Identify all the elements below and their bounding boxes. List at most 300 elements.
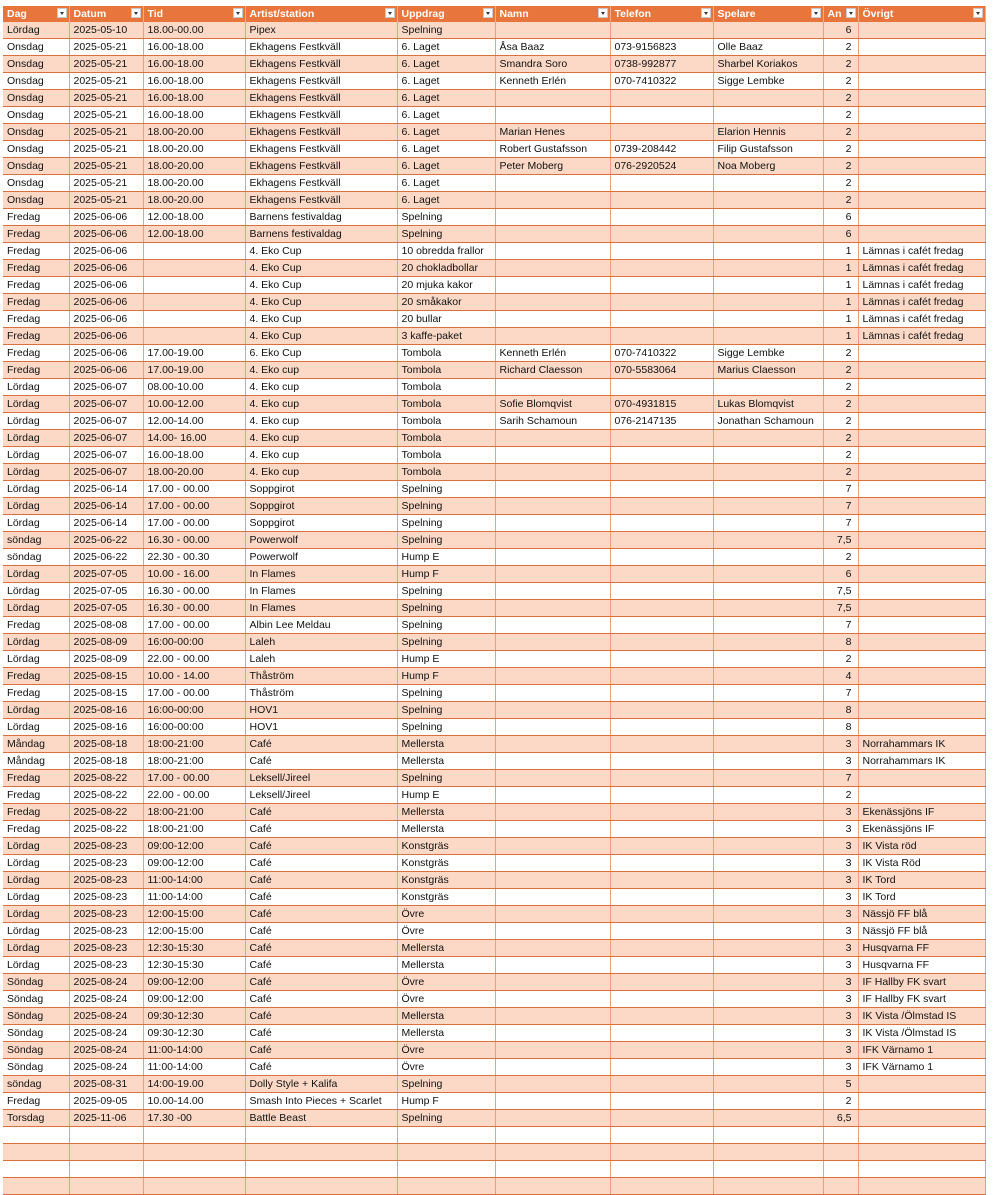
- table-cell[interactable]: [610, 923, 713, 940]
- table-cell[interactable]: [610, 1127, 713, 1144]
- table-cell[interactable]: Konstgräs: [397, 855, 495, 872]
- table-cell[interactable]: 3: [823, 991, 858, 1008]
- table-cell[interactable]: [858, 141, 985, 158]
- table-cell[interactable]: [713, 770, 823, 787]
- table-cell[interactable]: 18.00-00.00: [143, 22, 245, 39]
- table-cell[interactable]: [858, 362, 985, 379]
- table-cell[interactable]: 2025-06-06: [69, 277, 143, 294]
- table-cell[interactable]: [713, 277, 823, 294]
- table-cell[interactable]: [610, 192, 713, 209]
- table-cell[interactable]: [397, 1127, 495, 1144]
- table-cell[interactable]: [143, 1127, 245, 1144]
- table-cell[interactable]: 2025-08-24: [69, 1008, 143, 1025]
- table-cell[interactable]: 2025-06-07: [69, 379, 143, 396]
- table-cell[interactable]: Söndag: [3, 991, 69, 1008]
- table-cell[interactable]: Söndag: [3, 1059, 69, 1076]
- table-cell[interactable]: [858, 787, 985, 804]
- table-cell[interactable]: IK Vista röd: [858, 838, 985, 855]
- table-cell[interactable]: Kenneth Erlén: [495, 73, 610, 90]
- table-cell[interactable]: [495, 1076, 610, 1093]
- table-cell[interactable]: Nässjö FF blå: [858, 923, 985, 940]
- table-cell[interactable]: 2: [823, 787, 858, 804]
- table-cell[interactable]: [610, 107, 713, 124]
- table-cell[interactable]: Övre: [397, 906, 495, 923]
- table-cell[interactable]: [713, 1008, 823, 1025]
- table-cell[interactable]: [495, 1025, 610, 1042]
- table-cell[interactable]: Lördag: [3, 838, 69, 855]
- table-cell[interactable]: Tombola: [397, 430, 495, 447]
- table-cell[interactable]: Lördag: [3, 379, 69, 396]
- table-cell[interactable]: [610, 1025, 713, 1042]
- table-cell[interactable]: Soppgirot: [245, 515, 397, 532]
- table-cell[interactable]: Konstgräs: [397, 872, 495, 889]
- table-cell[interactable]: Fredag: [3, 804, 69, 821]
- table-cell[interactable]: [610, 430, 713, 447]
- table-cell[interactable]: 2025-06-06: [69, 345, 143, 362]
- table-cell[interactable]: 0738-992877: [610, 56, 713, 73]
- table-cell[interactable]: 10.00-14.00: [143, 1093, 245, 1110]
- table-cell[interactable]: [713, 107, 823, 124]
- table-cell[interactable]: [713, 1178, 823, 1195]
- table-cell[interactable]: Ekhagens Festkväll: [245, 73, 397, 90]
- table-cell[interactable]: Ekhagens Festkväll: [245, 39, 397, 56]
- table-cell[interactable]: 2: [823, 413, 858, 430]
- table-cell[interactable]: Lördag: [3, 906, 69, 923]
- column-header[interactable]: [3, 6, 69, 22]
- table-cell[interactable]: [713, 22, 823, 39]
- table-cell[interactable]: [610, 957, 713, 974]
- table-cell[interactable]: Lördag: [3, 447, 69, 464]
- table-cell[interactable]: [713, 838, 823, 855]
- table-cell[interactable]: Spelning: [397, 685, 495, 702]
- table-cell[interactable]: [610, 124, 713, 141]
- table-cell[interactable]: Café: [245, 1008, 397, 1025]
- table-cell[interactable]: 16:00-00:00: [143, 702, 245, 719]
- table-cell[interactable]: 4. Eko Cup: [245, 311, 397, 328]
- table-cell[interactable]: 6. Eko Cup: [245, 345, 397, 362]
- table-cell[interactable]: Lördag: [3, 719, 69, 736]
- table-cell[interactable]: 2025-09-05: [69, 1093, 143, 1110]
- table-cell[interactable]: 4. Eko cup: [245, 362, 397, 379]
- table-cell[interactable]: 2025-06-07: [69, 430, 143, 447]
- table-cell[interactable]: [495, 770, 610, 787]
- table-cell[interactable]: 16.00-18.00: [143, 447, 245, 464]
- table-cell[interactable]: [713, 90, 823, 107]
- table-cell[interactable]: 2025-08-23: [69, 889, 143, 906]
- filter-dropdown-icon[interactable]: [701, 8, 711, 18]
- table-cell[interactable]: [858, 515, 985, 532]
- table-cell[interactable]: Café: [245, 1059, 397, 1076]
- table-cell[interactable]: Hump E: [397, 549, 495, 566]
- table-cell[interactable]: [713, 311, 823, 328]
- table-cell[interactable]: Mellersta: [397, 736, 495, 753]
- table-cell[interactable]: 17.00-19.00: [143, 362, 245, 379]
- table-cell[interactable]: 17.00 - 00.00: [143, 515, 245, 532]
- table-cell[interactable]: [495, 90, 610, 107]
- table-cell[interactable]: Thåström: [245, 668, 397, 685]
- table-cell[interactable]: Lördag: [3, 872, 69, 889]
- table-cell[interactable]: [713, 566, 823, 583]
- table-cell[interactable]: [495, 1110, 610, 1127]
- table-cell[interactable]: Leksell/Jireel: [245, 787, 397, 804]
- table-cell[interactable]: Mellersta: [397, 940, 495, 957]
- table-cell[interactable]: 2025-06-06: [69, 362, 143, 379]
- table-cell[interactable]: [495, 991, 610, 1008]
- table-cell[interactable]: [495, 379, 610, 396]
- table-cell[interactable]: 2025-08-23: [69, 957, 143, 974]
- table-cell[interactable]: Hump F: [397, 668, 495, 685]
- table-cell[interactable]: Lördag: [3, 923, 69, 940]
- table-cell[interactable]: 16.30 - 00.00: [143, 583, 245, 600]
- table-cell[interactable]: [397, 1161, 495, 1178]
- table-cell[interactable]: 2025-11-06: [69, 1110, 143, 1127]
- filter-dropdown-icon[interactable]: [57, 8, 67, 18]
- table-cell[interactable]: 09:00-12:00: [143, 838, 245, 855]
- table-cell[interactable]: Sigge Lembke: [713, 73, 823, 90]
- table-cell[interactable]: 2025-06-22: [69, 549, 143, 566]
- table-cell[interactable]: [3, 1161, 69, 1178]
- table-cell[interactable]: 2025-07-05: [69, 600, 143, 617]
- table-cell[interactable]: [397, 1178, 495, 1195]
- table-cell[interactable]: [858, 1076, 985, 1093]
- table-cell[interactable]: In Flames: [245, 600, 397, 617]
- table-cell[interactable]: Filip Gustafsson: [713, 141, 823, 158]
- table-cell[interactable]: [713, 209, 823, 226]
- table-cell[interactable]: Fredag: [3, 345, 69, 362]
- table-cell[interactable]: [495, 1093, 610, 1110]
- table-cell[interactable]: 17.00 - 00.00: [143, 498, 245, 515]
- table-cell[interactable]: [713, 498, 823, 515]
- table-cell[interactable]: [143, 277, 245, 294]
- table-cell[interactable]: Spelning: [397, 719, 495, 736]
- table-cell[interactable]: 076-2147135: [610, 413, 713, 430]
- table-cell[interactable]: [713, 889, 823, 906]
- table-cell[interactable]: 2: [823, 73, 858, 90]
- table-cell[interactable]: 12:00-15:00: [143, 906, 245, 923]
- table-cell[interactable]: [610, 294, 713, 311]
- table-cell[interactable]: 2025-05-21: [69, 158, 143, 175]
- table-cell[interactable]: [610, 277, 713, 294]
- table-cell[interactable]: 8: [823, 702, 858, 719]
- table-cell[interactable]: [858, 498, 985, 515]
- table-cell[interactable]: 2025-05-21: [69, 90, 143, 107]
- table-cell[interactable]: 2025-08-22: [69, 787, 143, 804]
- table-cell[interactable]: [610, 668, 713, 685]
- table-cell[interactable]: 2025-08-23: [69, 855, 143, 872]
- table-cell[interactable]: 2025-08-16: [69, 702, 143, 719]
- table-cell[interactable]: [495, 736, 610, 753]
- table-cell[interactable]: [610, 600, 713, 617]
- table-cell[interactable]: 10.00-12.00: [143, 396, 245, 413]
- table-cell[interactable]: [495, 685, 610, 702]
- table-cell[interactable]: Tombola: [397, 379, 495, 396]
- table-cell[interactable]: [713, 855, 823, 872]
- table-cell[interactable]: Mellersta: [397, 957, 495, 974]
- table-cell[interactable]: Spelning: [397, 532, 495, 549]
- column-header[interactable]: [858, 6, 985, 22]
- table-cell[interactable]: Mellersta: [397, 821, 495, 838]
- table-cell[interactable]: [610, 889, 713, 906]
- table-cell[interactable]: Lukas Blomqvist: [713, 396, 823, 413]
- table-cell[interactable]: HOV1: [245, 719, 397, 736]
- table-cell[interactable]: 16.00-18.00: [143, 73, 245, 90]
- table-cell[interactable]: Spelning: [397, 1110, 495, 1127]
- table-cell[interactable]: 2: [823, 107, 858, 124]
- table-cell[interactable]: 6. Laget: [397, 107, 495, 124]
- filter-dropdown-icon[interactable]: [483, 8, 493, 18]
- table-cell[interactable]: [858, 600, 985, 617]
- table-cell[interactable]: Richard Claesson: [495, 362, 610, 379]
- table-cell[interactable]: [713, 1025, 823, 1042]
- table-cell[interactable]: [610, 1144, 713, 1161]
- table-cell[interactable]: [495, 753, 610, 770]
- table-cell[interactable]: 2: [823, 192, 858, 209]
- table-cell[interactable]: Onsdag: [3, 107, 69, 124]
- table-cell[interactable]: Fredag: [3, 277, 69, 294]
- table-cell[interactable]: [858, 464, 985, 481]
- table-cell[interactable]: [397, 1144, 495, 1161]
- table-cell[interactable]: [713, 923, 823, 940]
- table-cell[interactable]: [610, 855, 713, 872]
- table-cell[interactable]: 8: [823, 634, 858, 651]
- table-cell[interactable]: 09:30-12:30: [143, 1025, 245, 1042]
- table-cell[interactable]: [245, 1127, 397, 1144]
- table-cell[interactable]: Ekhagens Festkväll: [245, 141, 397, 158]
- table-cell[interactable]: [713, 940, 823, 957]
- table-cell[interactable]: [495, 192, 610, 209]
- table-cell[interactable]: 073-9156823: [610, 39, 713, 56]
- table-cell[interactable]: 2025-08-08: [69, 617, 143, 634]
- table-cell[interactable]: Tombola: [397, 413, 495, 430]
- table-cell[interactable]: Fredag: [3, 685, 69, 702]
- table-cell[interactable]: 3: [823, 804, 858, 821]
- table-cell[interactable]: [610, 991, 713, 1008]
- table-cell[interactable]: [858, 532, 985, 549]
- table-cell[interactable]: [610, 1093, 713, 1110]
- table-cell[interactable]: 12.00-18.00: [143, 226, 245, 243]
- table-cell[interactable]: 2025-08-24: [69, 991, 143, 1008]
- table-cell[interactable]: 16.30 - 00.00: [143, 600, 245, 617]
- table-cell[interactable]: Battle Beast: [245, 1110, 397, 1127]
- table-cell[interactable]: Fredag: [3, 311, 69, 328]
- table-cell[interactable]: [610, 464, 713, 481]
- table-cell[interactable]: 12:30-15:30: [143, 957, 245, 974]
- table-cell[interactable]: Ekhagens Festkväll: [245, 192, 397, 209]
- table-cell[interactable]: söndag: [3, 549, 69, 566]
- table-cell[interactable]: [495, 260, 610, 277]
- table-cell[interactable]: IK Tord: [858, 872, 985, 889]
- table-cell[interactable]: 7,5: [823, 600, 858, 617]
- table-cell[interactable]: 2025-06-06: [69, 328, 143, 345]
- table-cell[interactable]: 3: [823, 736, 858, 753]
- table-cell[interactable]: 4. Eko Cup: [245, 294, 397, 311]
- table-cell[interactable]: 11:00-14:00: [143, 889, 245, 906]
- table-cell[interactable]: Smandra Soro: [495, 56, 610, 73]
- table-cell[interactable]: 1: [823, 260, 858, 277]
- table-cell[interactable]: 2: [823, 379, 858, 396]
- table-cell[interactable]: Lördag: [3, 481, 69, 498]
- table-cell[interactable]: [713, 1093, 823, 1110]
- table-cell[interactable]: 18.00-20.00: [143, 192, 245, 209]
- table-cell[interactable]: Barnens festivaldag: [245, 209, 397, 226]
- table-cell[interactable]: Hump E: [397, 787, 495, 804]
- table-cell[interactable]: 2025-05-21: [69, 73, 143, 90]
- table-cell[interactable]: Tombola: [397, 464, 495, 481]
- table-cell[interactable]: [713, 906, 823, 923]
- table-cell[interactable]: 18.00-20.00: [143, 124, 245, 141]
- table-cell[interactable]: Lördag: [3, 413, 69, 430]
- filter-dropdown-icon[interactable]: [598, 8, 608, 18]
- table-cell[interactable]: [495, 1127, 610, 1144]
- table-cell[interactable]: [495, 175, 610, 192]
- table-cell[interactable]: [495, 226, 610, 243]
- table-cell[interactable]: [858, 73, 985, 90]
- table-cell[interactable]: [858, 719, 985, 736]
- table-cell[interactable]: [713, 192, 823, 209]
- table-cell[interactable]: [713, 515, 823, 532]
- table-cell[interactable]: 2025-06-06: [69, 209, 143, 226]
- table-cell[interactable]: Lördag: [3, 464, 69, 481]
- table-cell[interactable]: Norrahammars IK: [858, 753, 985, 770]
- table-cell[interactable]: Fredag: [3, 328, 69, 345]
- table-cell[interactable]: [610, 821, 713, 838]
- table-cell[interactable]: 6. Laget: [397, 158, 495, 175]
- table-cell[interactable]: 6. Laget: [397, 90, 495, 107]
- table-cell[interactable]: [713, 702, 823, 719]
- table-cell[interactable]: Ekhagens Festkväll: [245, 175, 397, 192]
- table-cell[interactable]: 2: [823, 447, 858, 464]
- table-cell[interactable]: 16.30 - 00.00: [143, 532, 245, 549]
- table-cell[interactable]: Ekhagens Festkväll: [245, 90, 397, 107]
- filter-dropdown-icon[interactable]: [385, 8, 395, 18]
- table-cell[interactable]: Övre: [397, 923, 495, 940]
- table-cell[interactable]: [858, 56, 985, 73]
- column-header[interactable]: [69, 6, 143, 22]
- table-cell[interactable]: 18:00-21:00: [143, 753, 245, 770]
- table-cell[interactable]: [610, 481, 713, 498]
- table-cell[interactable]: 12.00-18.00: [143, 209, 245, 226]
- table-cell[interactable]: Laleh: [245, 651, 397, 668]
- table-cell[interactable]: [143, 1161, 245, 1178]
- table-cell[interactable]: [245, 1178, 397, 1195]
- table-cell[interactable]: [495, 532, 610, 549]
- table-cell[interactable]: 2025-05-21: [69, 192, 143, 209]
- column-header[interactable]: [713, 6, 823, 22]
- table-cell[interactable]: 2025-06-06: [69, 243, 143, 260]
- table-cell[interactable]: 2025-08-18: [69, 736, 143, 753]
- table-cell[interactable]: 2025-06-07: [69, 447, 143, 464]
- table-cell[interactable]: 2: [823, 549, 858, 566]
- table-cell[interactable]: [713, 583, 823, 600]
- table-cell[interactable]: 070-7410322: [610, 345, 713, 362]
- table-cell[interactable]: [858, 702, 985, 719]
- table-cell[interactable]: 11:00-14:00: [143, 872, 245, 889]
- table-cell[interactable]: Söndag: [3, 1042, 69, 1059]
- table-cell[interactable]: Café: [245, 872, 397, 889]
- table-cell[interactable]: 3: [823, 974, 858, 991]
- table-cell[interactable]: 1: [823, 294, 858, 311]
- table-cell[interactable]: 6: [823, 566, 858, 583]
- table-cell[interactable]: Ekhagens Festkväll: [245, 107, 397, 124]
- table-cell[interactable]: [858, 39, 985, 56]
- table-cell[interactable]: Café: [245, 957, 397, 974]
- table-cell[interactable]: 2: [823, 1093, 858, 1110]
- table-cell[interactable]: [610, 1076, 713, 1093]
- table-cell[interactable]: [858, 668, 985, 685]
- table-cell[interactable]: 070-5583064: [610, 362, 713, 379]
- table-cell[interactable]: 7: [823, 481, 858, 498]
- table-cell[interactable]: [610, 1008, 713, 1025]
- table-cell[interactable]: Fredag: [3, 1093, 69, 1110]
- table-cell[interactable]: 2025-06-07: [69, 413, 143, 430]
- table-cell[interactable]: 16.00-18.00: [143, 56, 245, 73]
- table-cell[interactable]: Marius Claesson: [713, 362, 823, 379]
- table-cell[interactable]: 6: [823, 226, 858, 243]
- table-cell[interactable]: [495, 1008, 610, 1025]
- table-cell[interactable]: [495, 549, 610, 566]
- table-cell[interactable]: Onsdag: [3, 158, 69, 175]
- table-cell[interactable]: [610, 770, 713, 787]
- table-cell[interactable]: 3: [823, 1008, 858, 1025]
- table-cell[interactable]: 3: [823, 753, 858, 770]
- table-cell[interactable]: [69, 1178, 143, 1195]
- table-cell[interactable]: 18:00-21:00: [143, 736, 245, 753]
- table-cell[interactable]: [495, 702, 610, 719]
- table-cell[interactable]: Övre: [397, 1042, 495, 1059]
- table-cell[interactable]: 3: [823, 872, 858, 889]
- table-cell[interactable]: Lämnas i cafét fredag: [858, 294, 985, 311]
- table-cell[interactable]: IF Hallby FK svart: [858, 991, 985, 1008]
- table-cell[interactable]: 14:00-19.00: [143, 1076, 245, 1093]
- table-cell[interactable]: Albin Lee Meldau: [245, 617, 397, 634]
- table-cell[interactable]: 6: [823, 209, 858, 226]
- table-cell[interactable]: 7,5: [823, 583, 858, 600]
- table-cell[interactable]: Lördag: [3, 889, 69, 906]
- table-cell[interactable]: Fredag: [3, 209, 69, 226]
- table-cell[interactable]: [495, 566, 610, 583]
- table-cell[interactable]: Hump E: [397, 651, 495, 668]
- table-cell[interactable]: Söndag: [3, 974, 69, 991]
- table-cell[interactable]: [713, 991, 823, 1008]
- table-cell[interactable]: 2025-05-21: [69, 39, 143, 56]
- table-cell[interactable]: [858, 447, 985, 464]
- table-cell[interactable]: Måndag: [3, 736, 69, 753]
- table-cell[interactable]: [713, 685, 823, 702]
- table-cell[interactable]: 2025-06-06: [69, 311, 143, 328]
- table-cell[interactable]: Peter Moberg: [495, 158, 610, 175]
- table-cell[interactable]: [610, 498, 713, 515]
- table-cell[interactable]: [143, 311, 245, 328]
- table-cell[interactable]: 17.00 - 00.00: [143, 481, 245, 498]
- table-cell[interactable]: [495, 311, 610, 328]
- table-cell[interactable]: 5: [823, 1076, 858, 1093]
- table-cell[interactable]: Kenneth Erlén: [495, 345, 610, 362]
- table-cell[interactable]: [610, 787, 713, 804]
- table-cell[interactable]: 2025-08-23: [69, 940, 143, 957]
- table-cell[interactable]: [495, 804, 610, 821]
- table-cell[interactable]: Hump F: [397, 1093, 495, 1110]
- table-cell[interactable]: 0739-208442: [610, 141, 713, 158]
- table-cell[interactable]: Lämnas i cafét fredag: [858, 260, 985, 277]
- table-cell[interactable]: Mellersta: [397, 1008, 495, 1025]
- table-cell[interactable]: IK Vista /Ölmstad IS: [858, 1008, 985, 1025]
- table-cell[interactable]: 2025-06-06: [69, 226, 143, 243]
- table-cell[interactable]: Onsdag: [3, 141, 69, 158]
- table-cell[interactable]: [495, 600, 610, 617]
- table-cell[interactable]: [610, 532, 713, 549]
- table-cell[interactable]: Fredag: [3, 770, 69, 787]
- table-cell[interactable]: [713, 821, 823, 838]
